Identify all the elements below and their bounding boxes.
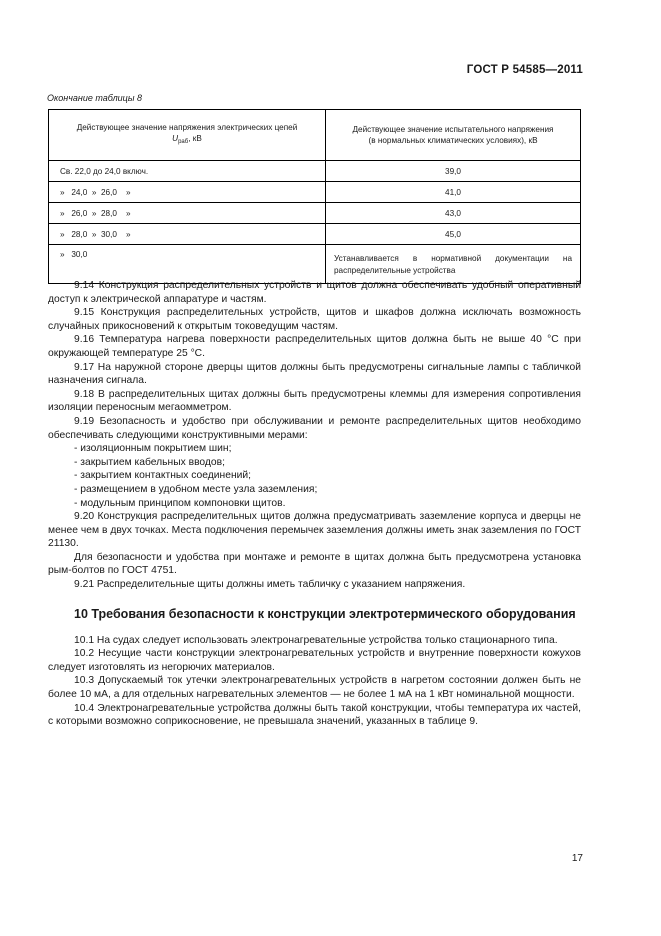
range-cell: » 26,0 » 28,0 » (49, 203, 326, 224)
table-row (49, 161, 581, 182)
paragraph-9-15: 9.15 Конструкция распределительных устройств, щитов и шкафов должна исключать возможность случайных прикосновений к открытым токоведущим частям. (48, 307, 581, 332)
col1-header-unit: , кВ (188, 134, 202, 143)
value-cell: 39,0 (326, 161, 581, 182)
col1-header-subscript: раб (178, 139, 189, 145)
value-cell: Устанавливается в нормативной документации на распределительные устройства (326, 245, 581, 284)
col2-header-line1: Действующее значение испытательного напряжения (352, 125, 554, 134)
value-cell: 41,0 (326, 182, 581, 203)
paragraph-9-21: 9.21 Распределительные щиты должны иметь табличку с указанием напряжения. (74, 579, 466, 591)
paragraph-9-14: 9.14 Конструкция распределительных устройств и щитов должна обеспечивать удобный оперативный доступ к электрической аппаратуре и частям. (48, 280, 581, 305)
table-row (49, 245, 581, 284)
table-caption: Окончание таблицы 8 (47, 93, 142, 103)
table-row (49, 203, 581, 224)
paragraph-9-20: 9.20 Конструкция распределительных щитов должна предусматривать заземление корпуса и дверцы не менее чем в двух точках. Места подключения перемычек заземления должны иметь знак заземления по ГОСТ 21130. (48, 511, 581, 550)
col1-header-symbol: U (172, 134, 179, 143)
value-cell: 43,0 (326, 203, 581, 224)
list-item: - закрытием контактных соединений; (74, 470, 252, 482)
voltage-test-table (48, 109, 581, 284)
paragraph-10-1: 10.1 На судах следует использовать электронагревательные устройства только стационарного типа. (74, 634, 558, 646)
list-item: - закрытием кабельных вводов; (74, 456, 225, 468)
list-item: - размещением в удобном месте узла заземления; (74, 483, 318, 495)
list-item: - модульным принципом компоновки щитов. (74, 497, 286, 509)
range-cell: » 28,0 » 30,0 » (49, 224, 326, 245)
paragraph-9-18: 9.18 В распределительных щитах должны быть предусмотрены клеммы для измерения сопротивления изоляции переносным мегаомметром. (48, 388, 581, 414)
table-row (49, 224, 581, 245)
paragraph-9-16: 9.16 Температура нагрева поверхности распределительных щитов должна быть не выше 40 °С при окружающей температуре 25 °С. (48, 334, 581, 359)
paragraph-9-20-continued: Для безопасности и удобства при монтаже и ремонте в щитах должна быть предусмотрена установка рым-болтов по ГОСТ 4751. (48, 551, 581, 577)
table-header-row (49, 110, 581, 161)
list-item: - изоляционным покрытием шин; (74, 443, 232, 455)
value-cell: 45,0 (326, 224, 581, 245)
paragraph-10-2: 10.2 Несущие части конструкции электронагревательных устройств и внутренние поверхности кожухов следует изготовлять из негорючих материалов. (48, 648, 581, 673)
range-cell: Св. 22,0 до 24,0 включ. (49, 161, 326, 182)
table-row (49, 182, 581, 203)
paragraph-10-3: 10.3 Допускаемый ток утечки электронагревательных устройств в нагретом состоянии должен быть не более 10 мА, а для отдельных нагревательных элементов — не более 1 мА на 1 кВт номинальной мощности. (48, 675, 581, 701)
col2-header-line2: (в нормальных климатических условиях), кВ (368, 136, 538, 145)
range-cell: » 24,0 » 26,0 » (49, 182, 326, 203)
col2-header (326, 110, 581, 161)
document-header: ГОСТ Р 54585—2011 (466, 64, 583, 76)
paragraph-9-17: 9.17 На наружной стороне дверцы щитов должны быть предусмотрены сигнальные лампы с табличкой назначения сигнала. (48, 361, 581, 387)
section-10-heading: 10 Требования безопасности к конструкции электротермического оборудования (74, 606, 576, 621)
page-number: 17 (571, 853, 583, 864)
paragraph-9-19: 9.19 Безопасность и удобство при обслуживании и ремонте распределительных щитов необходимо обеспечивать следующими конструктивными мерами: (48, 415, 581, 441)
body-text (48, 279, 581, 729)
col1-header (49, 110, 326, 161)
range-cell: » 30,0 (49, 245, 326, 284)
col1-header-text: Действующее значение напряжения электрических цепей (76, 123, 298, 132)
paragraph-10-4: 10.4 Электронагревательные устройства должны быть такой конструкции, чтобы температура их частей, с которыми возможно соприкосновение, не превышала значений, указанных в таблице 9. (48, 702, 581, 728)
